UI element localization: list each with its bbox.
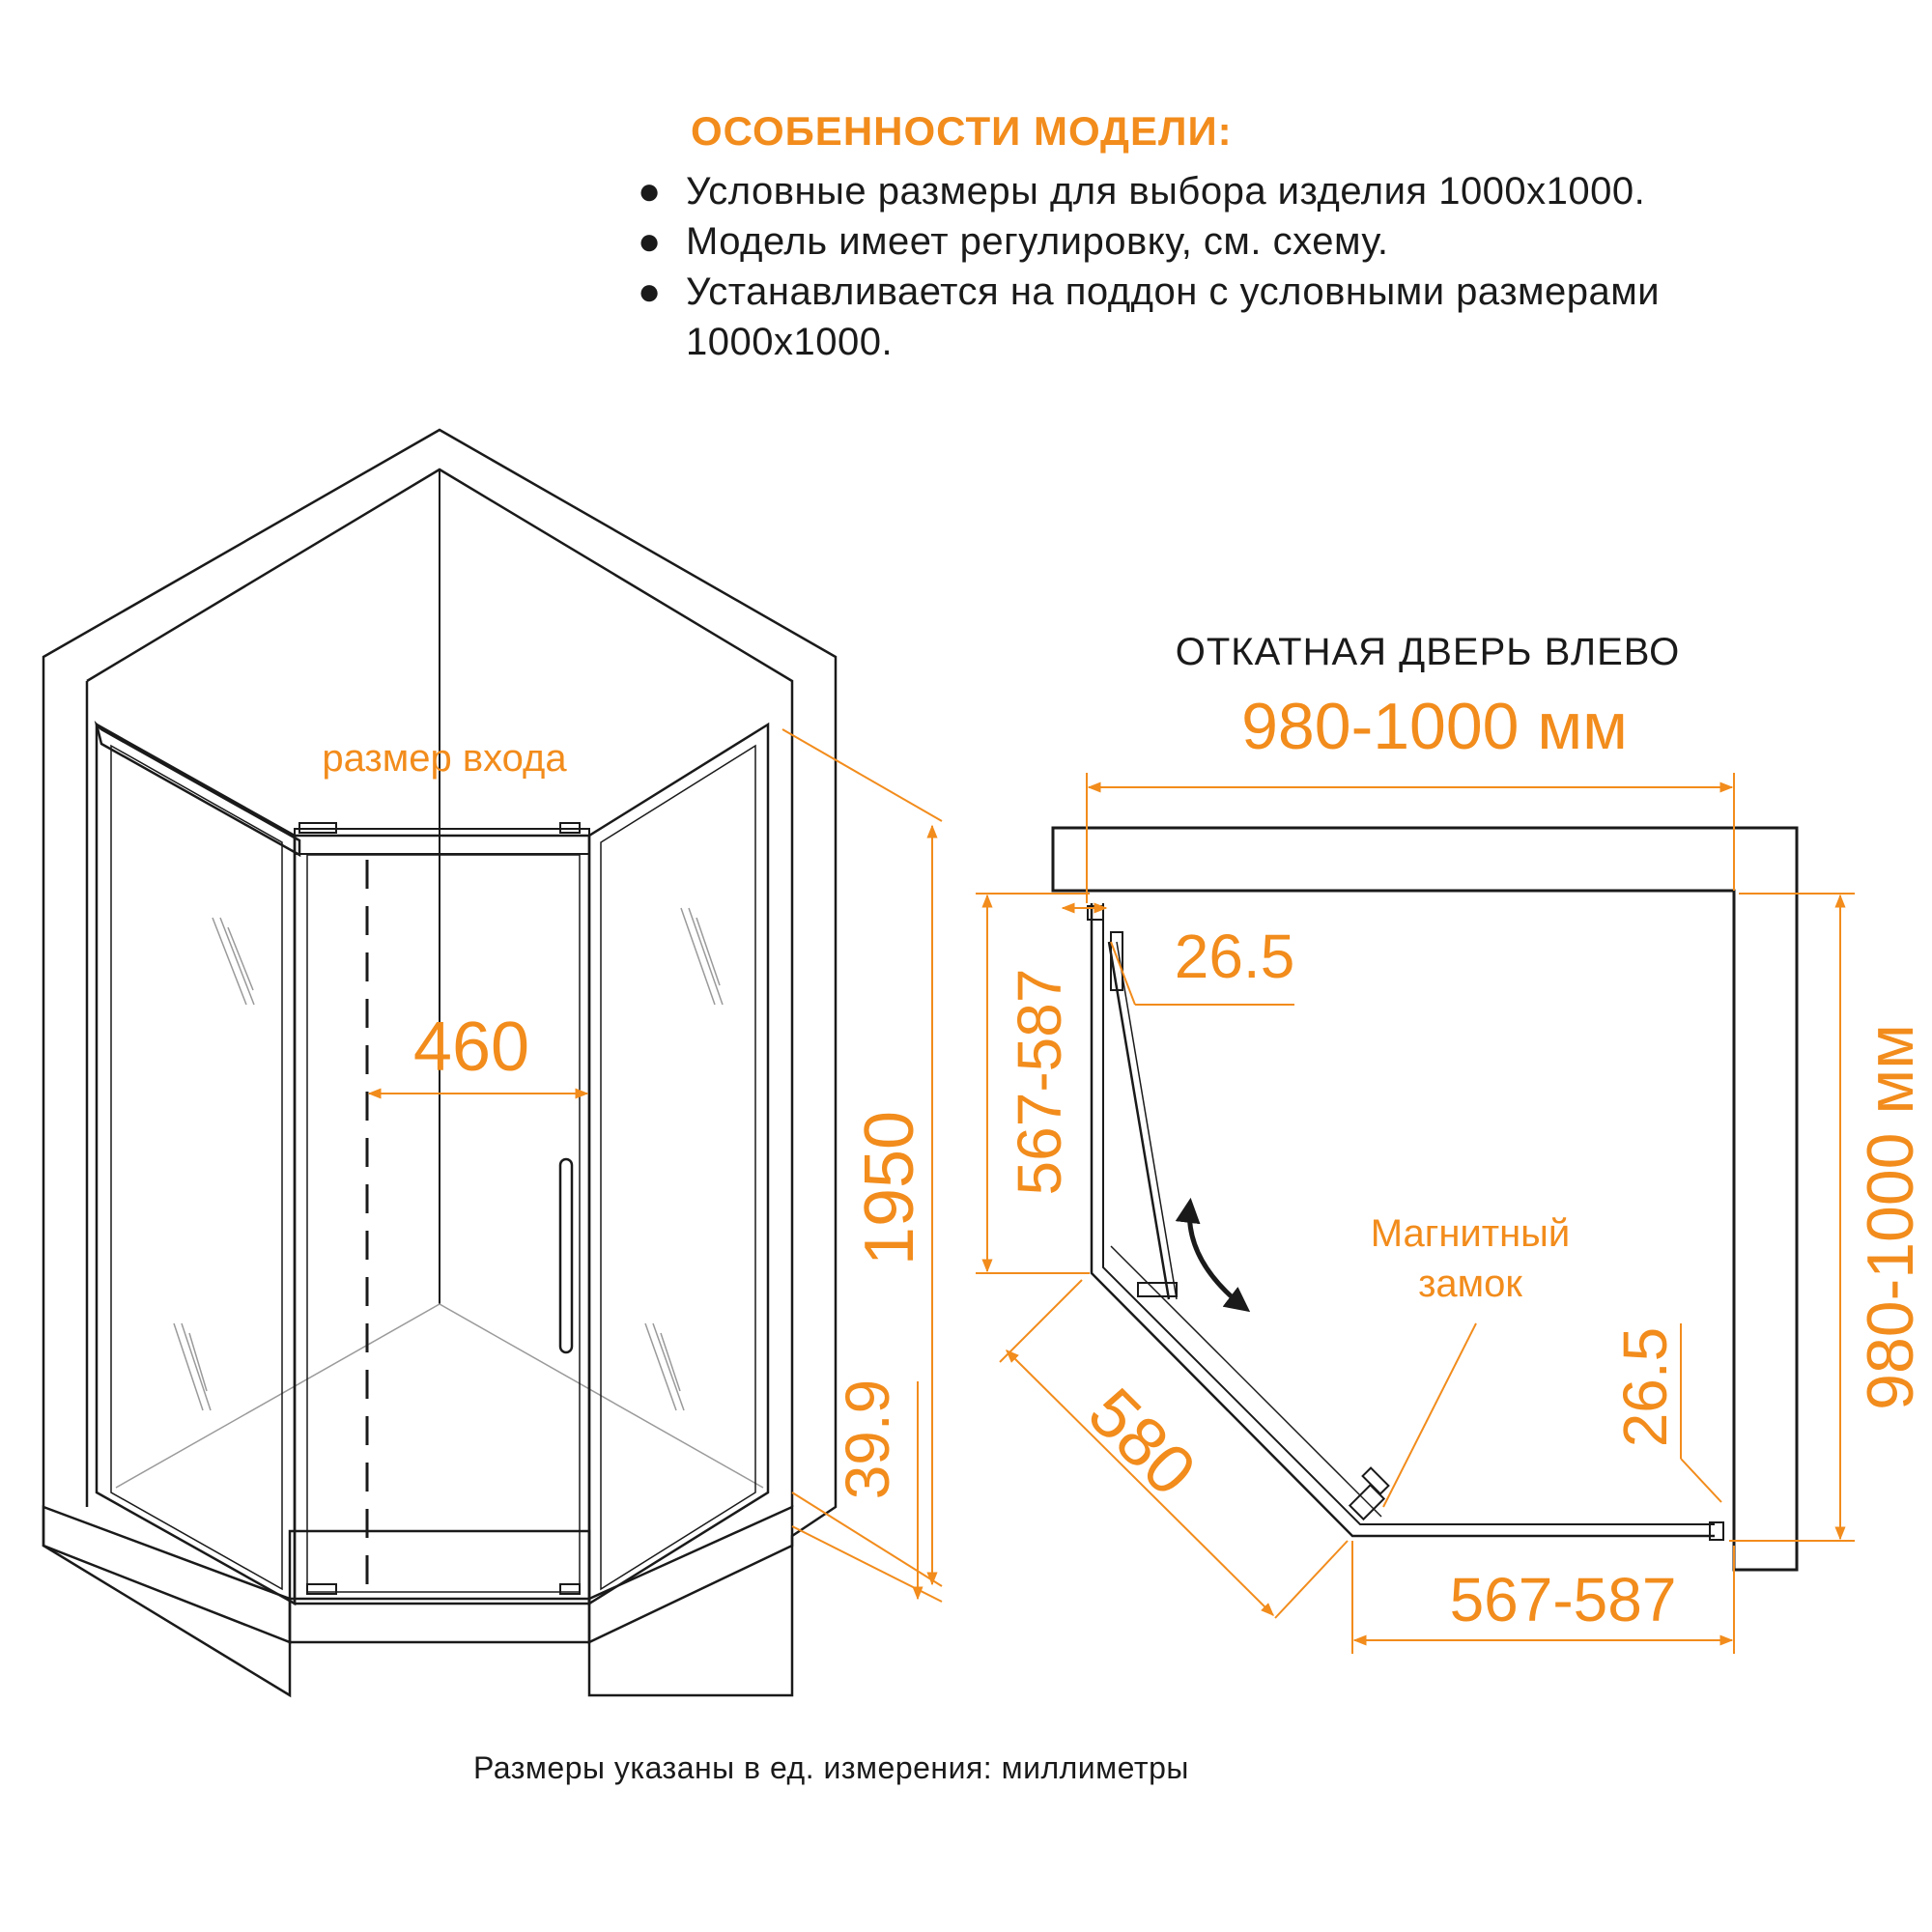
feature-item: ● Модель имеет регулировку, см. схему.: [638, 216, 1660, 267]
floor-lines: [116, 1304, 763, 1488]
units-note: Размеры указаны в ед. измерения: миллиметры: [473, 1750, 1189, 1785]
dim-diag-ext-top: [1000, 1280, 1082, 1362]
bullet-icon: ●: [638, 270, 662, 313]
dim-265-right-leader-d: [1681, 1459, 1721, 1502]
right-panel-frame: [589, 724, 768, 1604]
plan-diagonal-label: 580: [1073, 1374, 1210, 1511]
front-door-inner: [307, 855, 580, 1592]
door-swing-arrow: [1189, 1203, 1246, 1309]
magnet-leader: [1383, 1323, 1476, 1507]
front-top-rail: [295, 829, 589, 854]
plan-door-panel: [1109, 942, 1169, 1299]
bullet-icon: ●: [638, 220, 662, 263]
tray-height-label: 39.9: [833, 1378, 902, 1500]
plan-door-panel-2: [1117, 942, 1177, 1299]
plan-right-height-label: 980-1000 мм: [1854, 1024, 1927, 1410]
plan-offset-right-label: 26.5: [1610, 1326, 1680, 1448]
feature-item: ● Условные размеры для выбора изделия 1000х1000.: [638, 166, 1660, 216]
plan-bottom-side-label: 567-587: [1449, 1565, 1677, 1634]
tray: [43, 1507, 792, 1642]
magnet-label-1: Магнитный: [1370, 1212, 1571, 1255]
entrance-width-label: 460: [412, 1009, 530, 1086]
plan-top-width-label: 980-1000 мм: [1241, 690, 1628, 763]
plan-offset-top-label: 26.5: [1174, 922, 1295, 991]
left-panel-inner: [111, 746, 282, 1589]
front-door-frame: [295, 836, 589, 1604]
height-label: 1950: [851, 1110, 928, 1266]
bullet-icon: ●: [638, 170, 662, 213]
dim-1950-ext-bottom: [792, 1492, 942, 1586]
entrance-label: размер входа: [322, 737, 567, 780]
plan-left-side-label: 567-587: [1005, 968, 1074, 1196]
left-panel-frame: [97, 724, 295, 1604]
dim-1950-ext-top: [782, 729, 942, 821]
plan-title: ОТКАТНАЯ ДВЕРЬ ВЛЕВО: [1175, 631, 1681, 673]
right-panel-inner: [601, 746, 755, 1589]
dim-diag-ext-bottom: [1275, 1541, 1348, 1618]
glass-reflections: [174, 908, 723, 1410]
dim-399-ext: [792, 1526, 942, 1602]
feature-item: ● Устанавливается на поддон с условными размерами 1000х1000.: [638, 267, 1660, 367]
plan-roller-mid: [1138, 1283, 1177, 1296]
magnet-label-2: замок: [1418, 1263, 1522, 1305]
door-handle: [560, 1159, 572, 1352]
features-title: ОСОБЕННОСТИ МОДЕЛИ:: [691, 108, 1233, 154]
